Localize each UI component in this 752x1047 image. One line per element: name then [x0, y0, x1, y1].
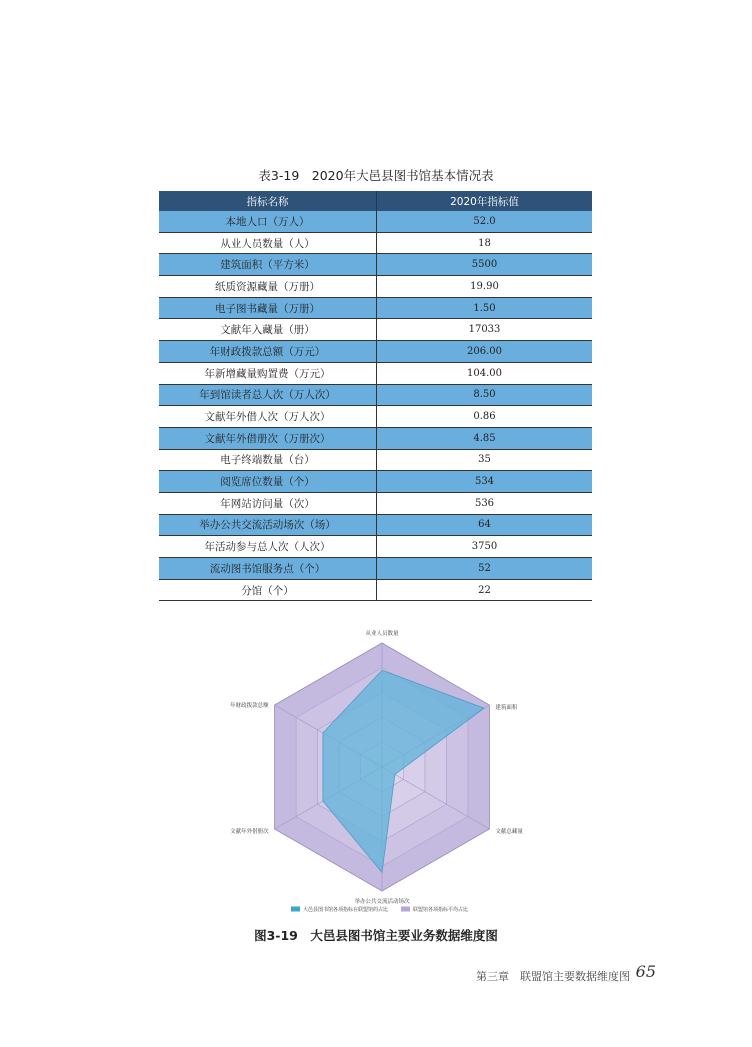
table-row	[159, 406, 592, 428]
radar-chart	[220, 625, 532, 925]
table-row	[159, 319, 592, 341]
legend-label-main: 大邑县图书馆各项指标在联盟馆的占比	[303, 907, 389, 913]
table-row	[159, 254, 592, 276]
indicator-value-cell: 52	[377, 558, 593, 580]
table-row	[159, 579, 592, 601]
indicator-name-cell: 年网站访问量（次）	[159, 492, 377, 514]
indicator-name-cell: 文献年入藏量（册）	[159, 319, 377, 341]
table-row	[159, 492, 592, 514]
indicator-name-cell: 流动图书馆服务点（个）	[159, 558, 377, 580]
indicator-value-cell: 1.50	[377, 297, 593, 319]
table-row	[159, 362, 592, 384]
table-row	[159, 471, 592, 493]
legend-swatch-average	[401, 907, 410, 912]
legend-label-average: 联盟馆各项指标平均占比	[413, 907, 469, 913]
footer-chapter-title: 第三章 联盟馆主要数据维度图	[476, 970, 630, 983]
indicator-name-cell: 从业人员数量（人）	[159, 232, 377, 254]
indicator-value-cell: 19.90	[377, 276, 593, 298]
table-row	[159, 536, 592, 558]
indicator-name-cell: 年财政拨款总额（万元）	[159, 341, 377, 363]
indicator-name-cell: 年新增藏量购置费（万元）	[159, 362, 377, 384]
indicator-value-cell: 52.0	[377, 211, 593, 232]
indicator-name-cell: 文献年外借册次（万册次）	[159, 427, 377, 449]
indicator-name-cell: 举办公共交流活动场次（场）	[159, 514, 377, 536]
column-header-value: 2020年指标值	[377, 191, 593, 211]
indicator-name-cell: 建筑面积（平方米）	[159, 254, 377, 276]
indicator-value-cell: 64	[377, 514, 593, 536]
indicator-value-cell: 4.85	[377, 427, 593, 449]
legend-swatch-main	[291, 907, 300, 912]
indicator-name-cell: 电子终端数量（台）	[159, 449, 377, 471]
table-row	[159, 211, 592, 232]
radar-axis-label: 年财政拨款总额	[230, 703, 269, 709]
indicator-value-cell: 22	[377, 579, 593, 601]
indicator-name-cell: 纸质资源藏量（万册）	[159, 276, 377, 298]
indicator-value-cell: 206.00	[377, 341, 593, 363]
table-row	[159, 558, 592, 580]
indicator-value-cell: 3750	[377, 536, 593, 558]
indicator-value-cell: 5500	[377, 254, 593, 276]
indicator-name-cell: 分馆（个）	[159, 579, 377, 601]
radar-axis-label: 从业人员数量	[365, 631, 399, 637]
indicator-name-cell: 文献年外借人次（万人次）	[159, 406, 377, 428]
indicator-value-cell: 104.00	[377, 362, 593, 384]
radar-axis-label: 文献总藏量	[495, 829, 523, 835]
indicator-value-cell: 17033	[377, 319, 593, 341]
indicator-value-cell: 536	[377, 492, 593, 514]
indicator-value-cell: 8.50	[377, 384, 593, 406]
radar-axis-label: 建筑面积	[495, 705, 518, 711]
indicator-name-cell: 年到馆读者总人次（万人次）	[159, 384, 377, 406]
indicator-value-cell: 18	[377, 232, 593, 254]
table-row	[159, 297, 592, 319]
table-row	[159, 449, 592, 471]
radar-axis-label: 文献年外借册次	[230, 829, 269, 835]
table-row	[159, 276, 592, 298]
table-header-row	[159, 191, 592, 211]
indicator-name-cell: 电子图书藏量（万册）	[159, 297, 377, 319]
table-row	[159, 384, 592, 406]
column-header-indicator: 指标名称	[159, 191, 377, 211]
figure-caption: 图3-19 大邑县图书馆主要业务数据维度图	[254, 928, 498, 943]
library-stats-table	[159, 191, 592, 601]
table-row	[159, 514, 592, 536]
table-row	[159, 341, 592, 363]
table-caption: 表3-19 2020年大邑县图书馆基本情况表	[258, 168, 494, 183]
radar-axis-label: 举办公共交流活动场次	[354, 899, 410, 905]
table-row	[159, 427, 592, 449]
indicator-value-cell: 0.86	[377, 406, 593, 428]
indicator-value-cell: 534	[377, 471, 593, 493]
indicator-value-cell: 35	[377, 449, 593, 471]
indicator-name-cell: 本地人口（万人）	[159, 211, 377, 232]
table-row	[159, 232, 592, 254]
indicator-name-cell: 阅览席位数量（个）	[159, 471, 377, 493]
indicator-name-cell: 年活动参与总人次（人次）	[159, 536, 377, 558]
page-number: 65	[635, 962, 656, 981]
